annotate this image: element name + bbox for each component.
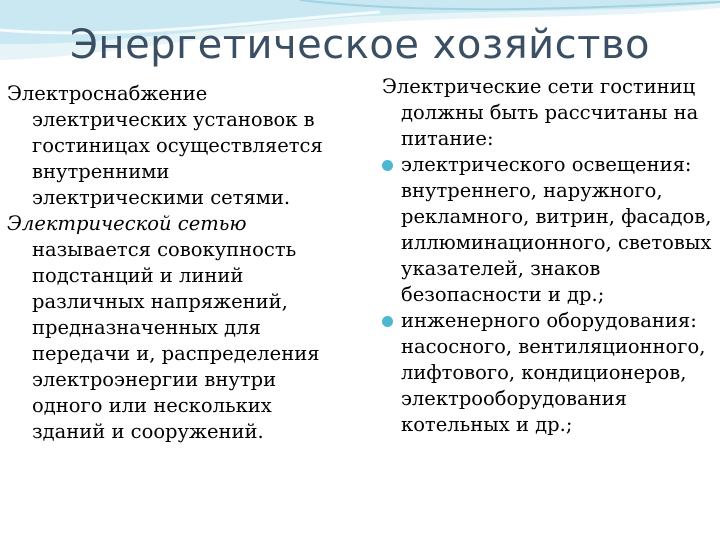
right-lead-text: Электрические сети гостиниц должны быть рассчитаны на питание:: [382, 75, 699, 150]
left-paragraph-1: Электроснабжение электрических установок в гостиницах осуществляется внутренними электрическими сетями.: [7, 82, 323, 209]
right-column: [382, 74, 720, 438]
left-paragraph-2: [7, 211, 347, 445]
definition-text: называется совокупность подстанций и линий различных напряжений, предназначенных для передачи и, распределения электроэнергии внутри одного или нескольких зданий и сооружений.: [32, 238, 320, 443]
bullet-text: электрического освещения: внутреннего, наружного, рекламного, витрин, фасадов, иллюминационного, световых указателей, знаков безопасности и др.;: [401, 153, 712, 306]
bullet-text: инженерного оборудования: насосного, вентиляционного, лифтового, кондиционеров, электрооборудования котельных и др.;: [401, 309, 706, 436]
bullet-dot-icon: [382, 316, 393, 327]
bullet-dot-icon: [382, 160, 393, 171]
bullet-item-lighting: [382, 152, 720, 308]
left-column: [7, 81, 347, 445]
definition-term: Электрической сетью: [7, 212, 247, 235]
bullet-item-equipment: [382, 308, 720, 438]
slide-title: Энергетическое хозяйство: [69, 22, 650, 68]
